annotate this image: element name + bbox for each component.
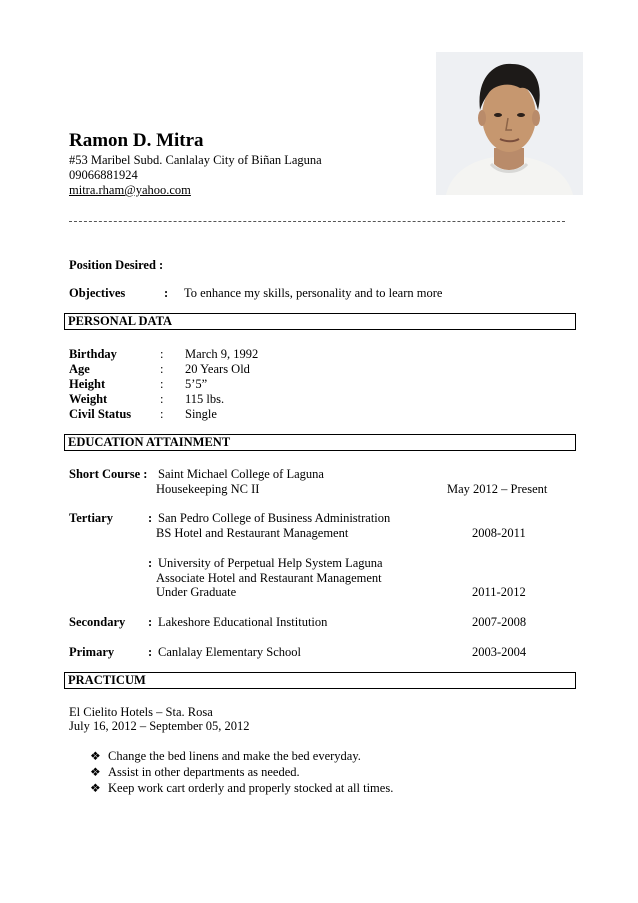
civil-status-value: Single — [185, 407, 217, 421]
header-divider — [69, 221, 565, 222]
objectives-label: Objectives — [69, 286, 126, 300]
tertiary-course-2: Associate Hotel and Restaurant Management — [156, 571, 382, 585]
height-colon: : — [160, 377, 164, 391]
tertiary-date-2: 2011-2012 — [472, 585, 526, 599]
weight-value: 115 lbs. — [185, 392, 225, 406]
height-value: 5’5” — [185, 377, 208, 391]
practicum-company: El Cielito Hotels – Sta. Rosa — [69, 705, 213, 719]
short-course-school: Saint Michael College of Laguna — [158, 467, 324, 481]
phone-number: 09066881924 — [69, 168, 138, 182]
tertiary-school-1: San Pedro College of Business Administration — [158, 511, 391, 525]
bullet-icon: ❖ — [90, 765, 101, 779]
secondary-label: Secondary — [69, 615, 126, 629]
duty-item: Change the bed linens and make the bed everyday. — [108, 749, 361, 763]
tertiary-colon: : — [148, 511, 153, 525]
secondary-date: 2007-2008 — [472, 615, 527, 629]
civil-status-colon: : — [160, 407, 164, 421]
weight-colon: : — [160, 392, 164, 406]
address: #53 Maribel Subd. Canlalay City of Biñan Laguna — [69, 153, 322, 167]
tertiary-status-2: Under Graduate — [156, 585, 237, 599]
birthday-label: Birthday — [69, 347, 117, 361]
objectives-text: To enhance my skills, personality and to learn more — [184, 286, 443, 300]
duty-item: Keep work cart orderly and properly stocked at all times. — [108, 781, 394, 795]
objectives-colon: : — [164, 286, 169, 300]
tertiary-school-2: University of Perpetual Help System Laguna — [158, 556, 383, 570]
age-colon: : — [160, 362, 164, 376]
personal-data-header — [64, 313, 576, 330]
weight-label: Weight — [69, 392, 108, 406]
section-title: PERSONAL DATA — [68, 314, 173, 328]
birthday-value: March 9, 1992 — [185, 347, 259, 361]
short-course-date: May 2012 – Present — [447, 482, 548, 496]
practicum-dates: July 16, 2012 – September 05, 2012 — [69, 719, 250, 733]
primary-date: 2003-2004 — [472, 645, 527, 659]
tertiary-course-1: BS Hotel and Restaurant Management — [156, 526, 349, 540]
bullet-icon: ❖ — [90, 749, 101, 763]
birthday-colon: : — [160, 347, 164, 361]
secondary-school: Lakeshore Educational Institution — [158, 615, 328, 629]
practicum-header — [64, 672, 576, 689]
position-desired-label: Position Desired : — [69, 258, 164, 272]
bullet-icon: ❖ — [90, 781, 101, 795]
email-link[interactable]: mitra.rham@yahoo.com — [69, 183, 191, 197]
tertiary-label: Tertiary — [69, 511, 113, 525]
section-title: EDUCATION ATTAINMENT — [68, 435, 231, 449]
tertiary-date-1: 2008-2011 — [472, 526, 526, 540]
age-value: 20 Years Old — [185, 362, 250, 376]
profile-photo — [436, 52, 583, 195]
age-label: Age — [69, 362, 90, 376]
secondary-colon: : — [148, 615, 153, 629]
tertiary-colon-2: : — [148, 556, 153, 570]
education-header — [64, 434, 576, 451]
primary-school: Canlalay Elementary School — [158, 645, 302, 659]
height-label: Height — [69, 377, 106, 391]
short-course-label: Short Course : — [69, 467, 148, 481]
section-title: PRACTICUM — [68, 673, 146, 687]
duty-item: Assist in other departments as needed. — [108, 765, 300, 779]
applicant-name: Ramon D. Mitra — [69, 130, 204, 151]
primary-colon: : — [148, 645, 153, 659]
short-course-course: Housekeeping NC II — [156, 482, 260, 496]
civil-status-label: Civil Status — [69, 407, 132, 421]
primary-label: Primary — [69, 645, 115, 659]
